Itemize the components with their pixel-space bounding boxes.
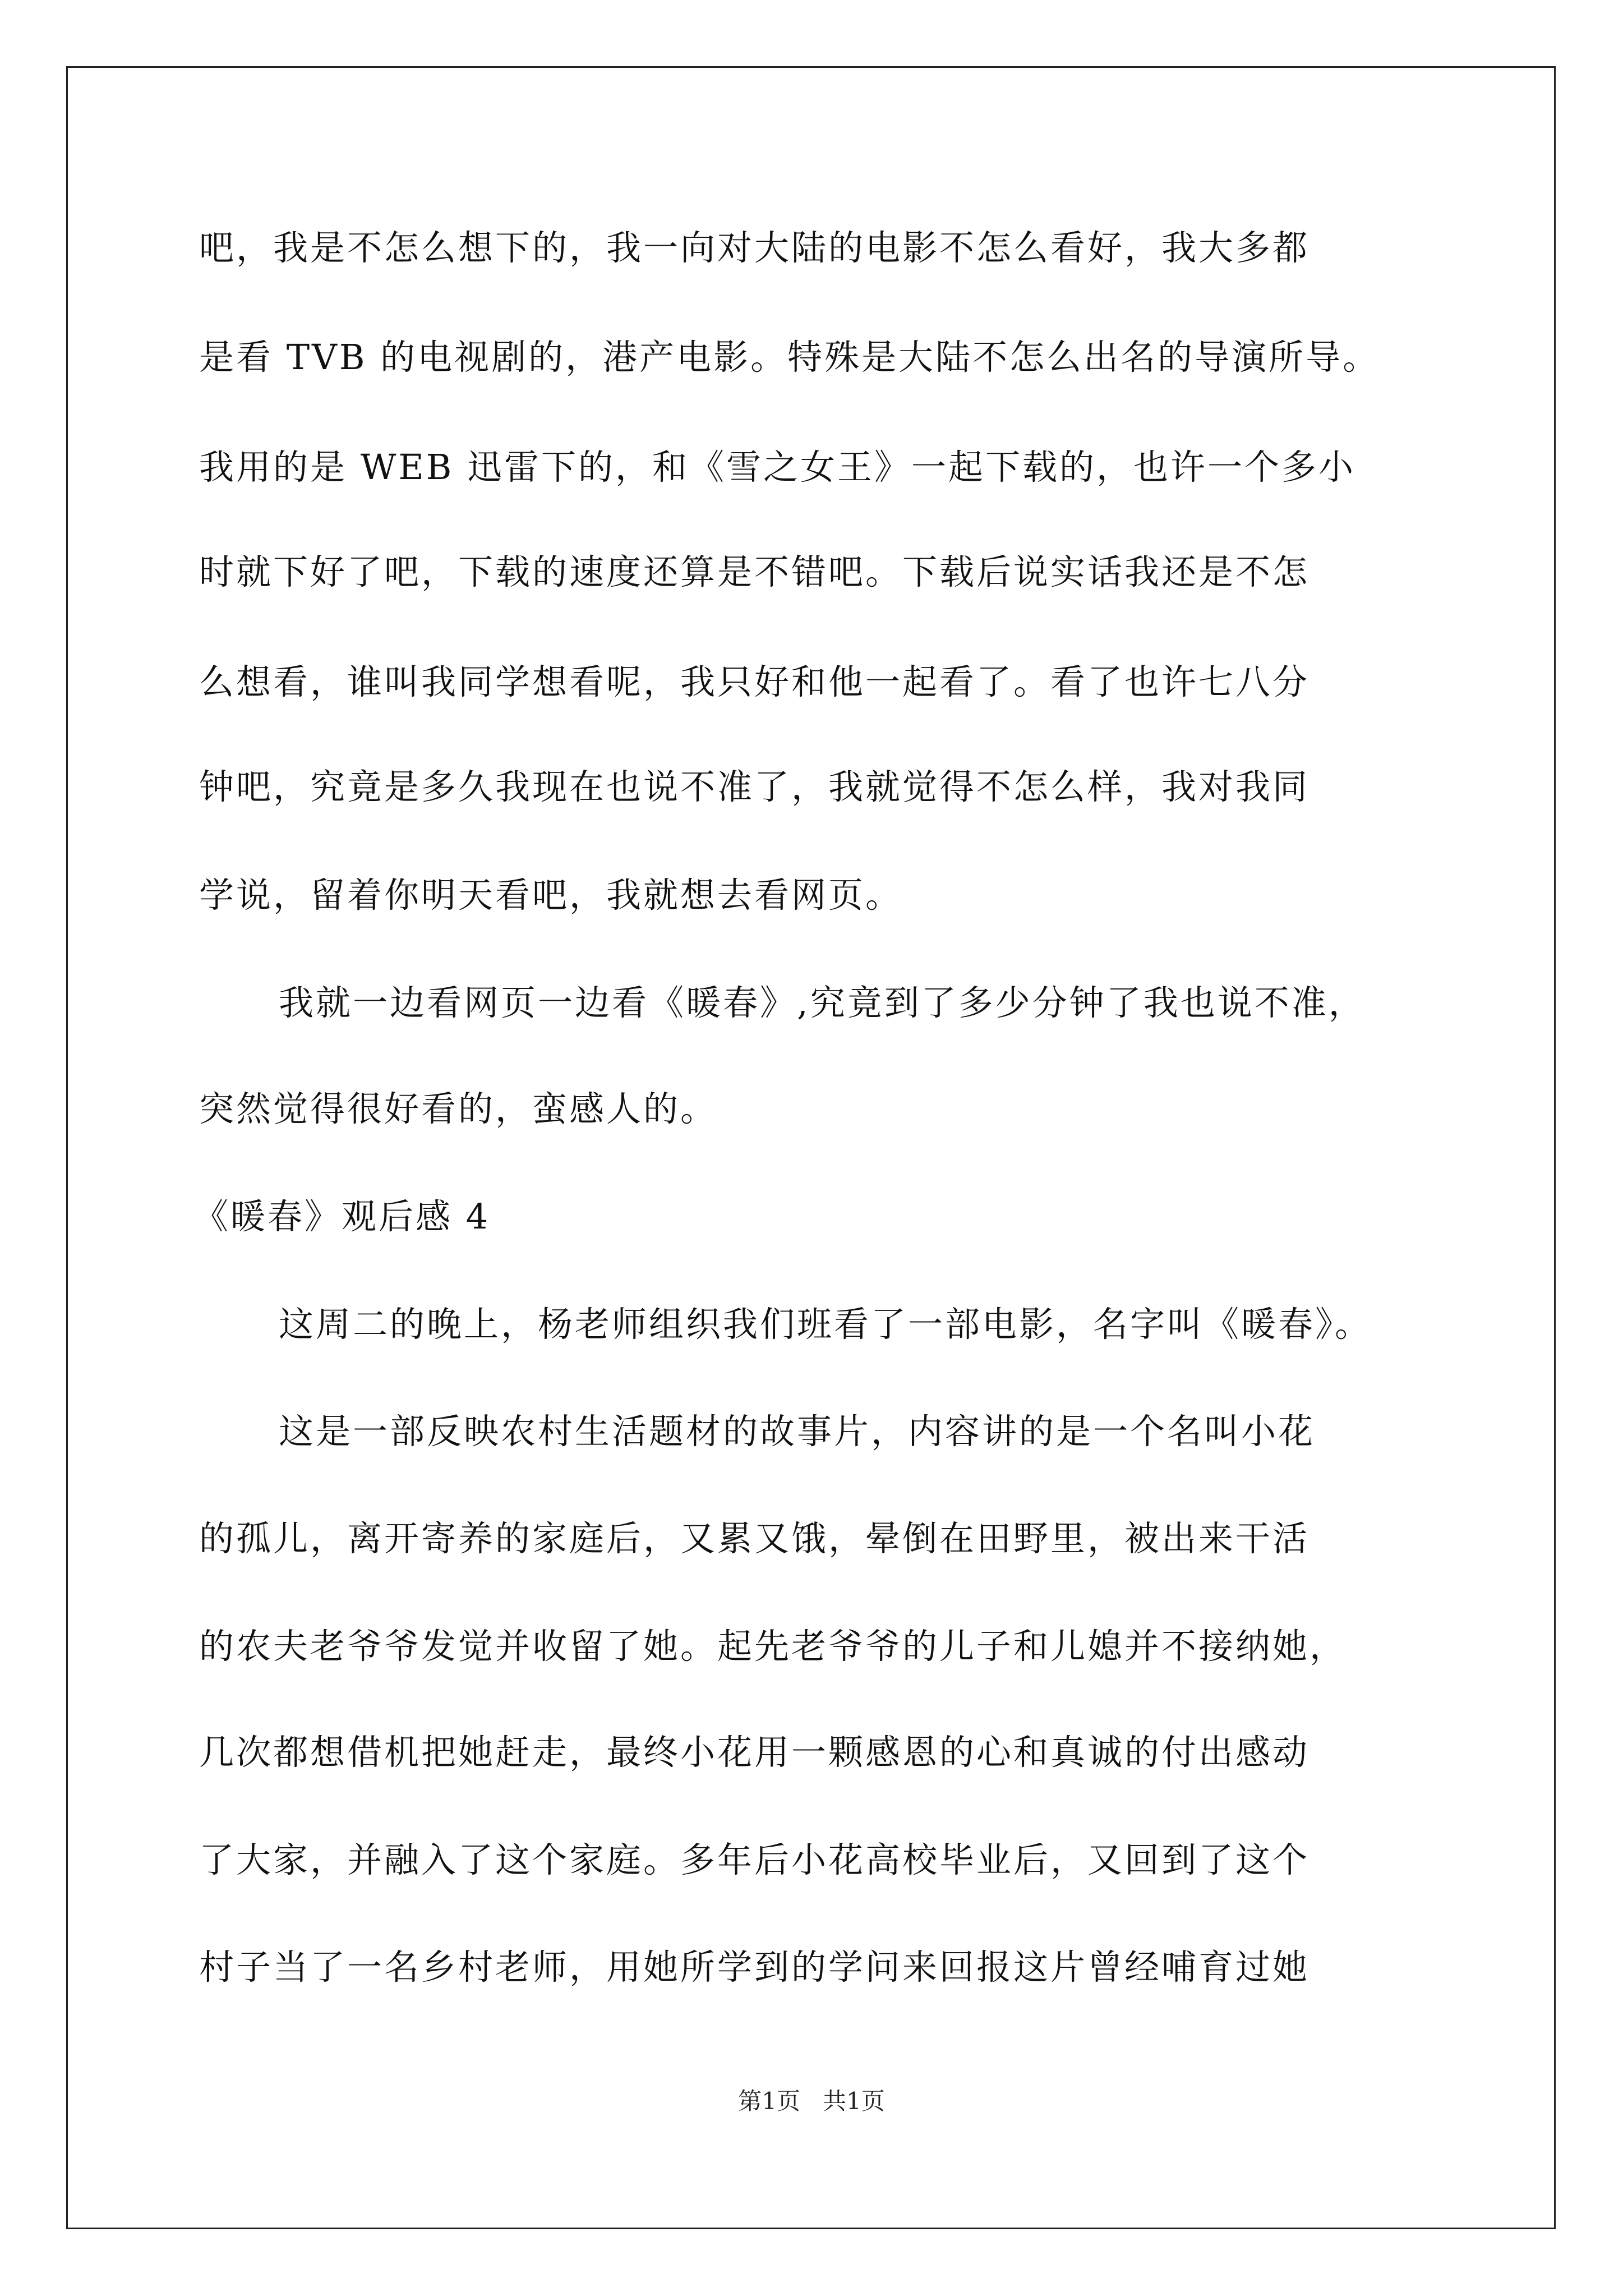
text-line: 的孤儿，离开寄养的家庭后，又累又饿，晕倒在田野里，被出来干活	[199, 1518, 1310, 1559]
text-line: 村子当了一名乡村老师，用她所学到的学问来回报这片曾经哺育过她	[199, 1947, 1310, 1987]
text-line: 时就下好了吧，下载的速度还算是不错吧。下载后说实话我还是不怎	[199, 551, 1310, 592]
text-line: 这周二的晚上，杨老师组织我们班看了一部电影，名字叫《暖春》。	[279, 1304, 1372, 1345]
text-line: 吧，我是不怎么想下的，我一向对大陆的电影不怎么看好，我大多都	[199, 227, 1310, 268]
text-line: 我就一边看网页一边看《暖春》,究竟到了多少分钟了我也说不准，	[279, 982, 1366, 1023]
section-heading: 《暖春》观后感 4	[193, 1196, 491, 1237]
text-line: 么想看，谁叫我同学想看呢，我只好和他一起看了。看了也许七八分	[199, 661, 1310, 702]
text-line: 突然觉得很好看的，蛮感人的。	[199, 1088, 718, 1129]
page-border	[66, 66, 1556, 2229]
text-line: 钟吧，究竟是多久我现在也说不准了，我就觉得不怎么样，我对我同	[199, 766, 1310, 807]
text-line: 是看 TVB 的电视剧的，港产电影。特殊是大陆不怎么出名的导演所导。	[199, 337, 1380, 378]
text-line: 的农夫老爷爷发觉并收留了她。起先老爷爷的儿子和儿媳并不接纳她，	[199, 1626, 1347, 1667]
page-footer: 第1页 共1页	[738, 2087, 885, 2115]
text-line: 这是一部反映农村生活题材的故事片，内容讲的是一个名叫小花	[279, 1411, 1316, 1452]
text-line: 了大家，并融入了这个家庭。多年后小花高校毕业后，又回到了这个	[199, 1839, 1310, 1880]
text-line: 学说，留着你明天看吧，我就想去看网页。	[199, 875, 903, 915]
text-line: 我用的是 WEB 迅雷下的，和《雪之女王》一起下载的，也许一个多小	[199, 447, 1355, 487]
text-line: 几次都想借机把她赶走，最终小花用一颗感恩的心和真诚的付出感动	[199, 1732, 1310, 1773]
